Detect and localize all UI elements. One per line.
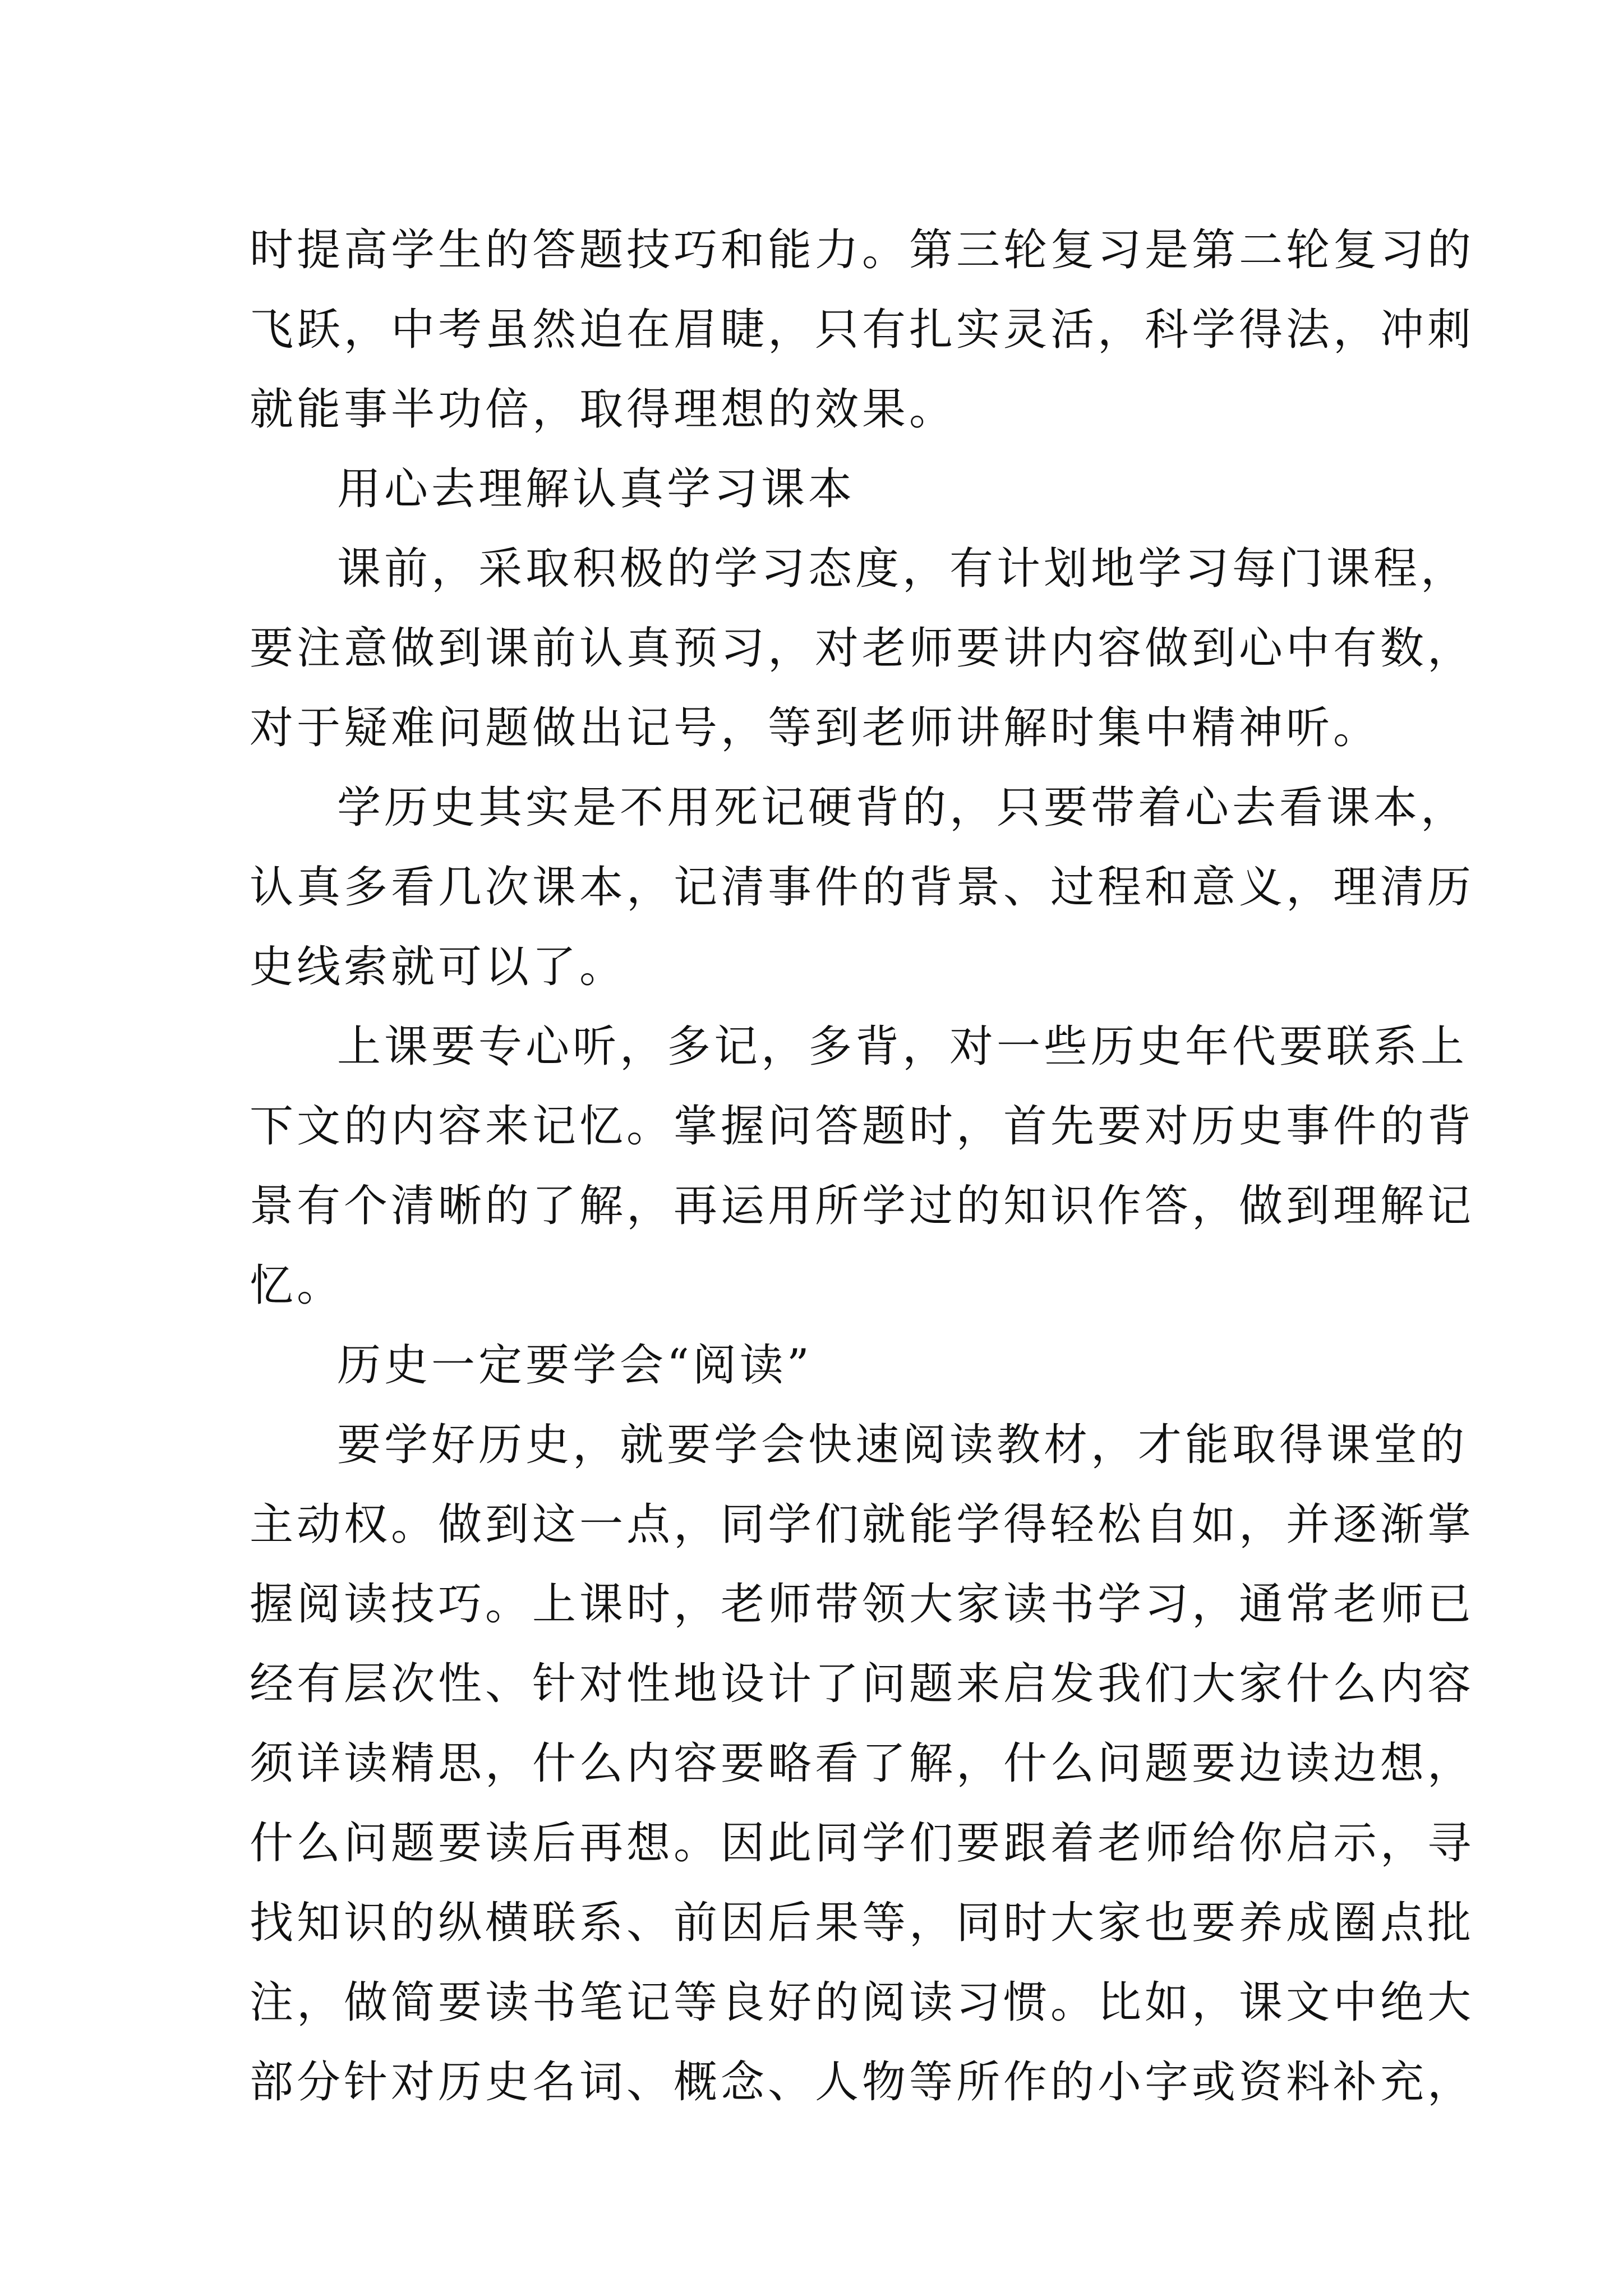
text-line: 用心去理解认真学习课本	[337, 464, 856, 514]
document-body	[250, 210, 1475, 2122]
text-line: 部分针对历史名词、概念、人物等所作的小字或资料补充，	[250, 2057, 1475, 2108]
text-line: 握阅读技巧。上课时，老师带领大家读书学习，通常老师已	[250, 1579, 1475, 1630]
text-line: 对于疑难问题做出记号，等到老师讲解时集中精神听。	[250, 703, 1381, 753]
text-line: 找知识的纵横联系、前因后果等，同时大家也要养成圈点批	[250, 1898, 1475, 1948]
text-line: 飞跃，中考虽然迫在眉睫，只有扎实灵活，科学得法，冲刺	[250, 305, 1475, 355]
text-line: 经有层次性、针对性地设计了问题来启发我们大家什么内容	[250, 1659, 1475, 1709]
text-line: 忆。	[250, 1260, 344, 1311]
text-line: 注，做简要读书笔记等良好的阅读习惯。比如，课文中绝大	[250, 1977, 1475, 2028]
text-line: 下文的内容来记忆。掌握问答题时，首先要对历史事件的背	[250, 1101, 1475, 1152]
text-line: 要学好历史，就要学会快速阅读教材，才能取得课堂的	[337, 1420, 1468, 1470]
text-line: 课前，采取积极的学习态度，有计划地学习每门课程，	[337, 544, 1468, 594]
text-line: 历史一定要学会“阅读”	[337, 1340, 813, 1391]
text-line: 景有个清晰的了解，再运用所学过的知识作答，做到理解记	[250, 1181, 1475, 1231]
text-line: 史线索就可以了。	[250, 942, 627, 992]
text-line: 须详读精思，什么内容要略看了解，什么问题要边读边想，	[250, 1738, 1475, 1789]
text-line: 什么问题要读后再想。因此同学们要跟着老师给你启示，寻	[250, 1818, 1475, 1869]
text-line: 认真多看几次课本，记清事件的背景、过程和意义，理清历	[250, 862, 1475, 913]
text-line: 学历史其实是不用死记硬背的，只要带着心去看课本，	[337, 783, 1468, 833]
text-line: 上课要专心听，多记，多背，对一些历史年代要联系上	[337, 1022, 1468, 1072]
text-line: 就能事半功倍，取得理想的效果。	[250, 384, 957, 435]
text-line: 时提高学生的答题技巧和能力。第三轮复习是第二轮复习的	[250, 225, 1475, 275]
text-line: 要注意做到课前认真预习，对老师要讲内容做到心中有数，	[250, 623, 1475, 674]
text-line: 主动权。做到这一点，同学们就能学得轻松自如，并逐渐掌	[250, 1499, 1475, 1550]
